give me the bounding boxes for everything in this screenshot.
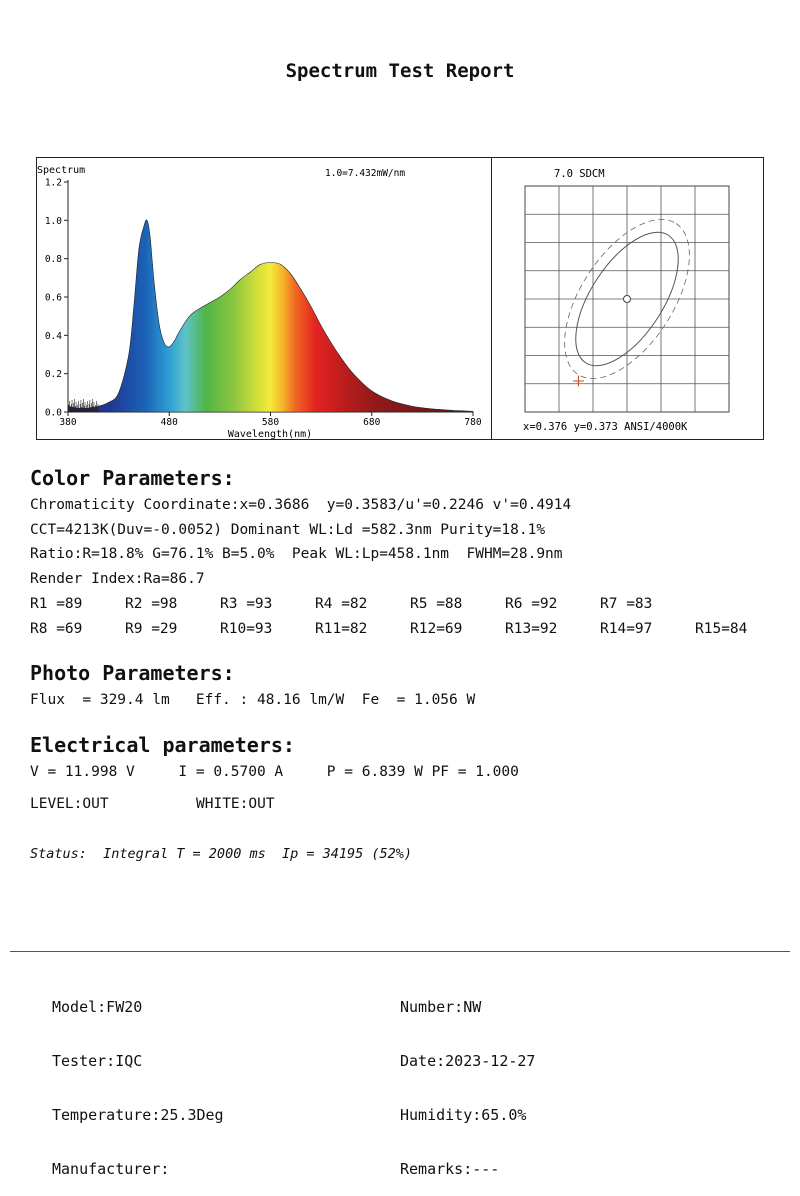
footer-date: Date:2023-12-27 <box>400 1052 536 1070</box>
y-tick-label: 0.2 <box>44 369 62 381</box>
x-tick-label: 380 <box>59 417 77 428</box>
render-index-value: R12=69 <box>410 621 463 637</box>
render-index-value: R13=92 <box>505 621 558 637</box>
sdcm-chart <box>492 157 764 440</box>
sdcm-title: 7.0 SDCM <box>554 168 605 180</box>
measured-point-marker <box>573 376 584 387</box>
status-line: Status: Integral T = 2000 ms Ip = 34195 (52%) <box>30 846 413 862</box>
photo-line: Flux = 329.4 lm Eff. : 48.16 lm/W Fe = 1.056 W <box>30 692 476 708</box>
render-index-value: R5 =88 <box>410 596 463 612</box>
x-axis-label: Wavelength(nm) <box>227 429 313 439</box>
footer-tester: Tester:IQC <box>52 1052 143 1070</box>
footer-model: Model:FW20 <box>52 998 143 1016</box>
footer-divider <box>10 951 790 952</box>
render-index-value: R15=84 <box>695 621 748 637</box>
render-index-value: R1 =89 <box>30 596 83 612</box>
render-index-value: R9 =29 <box>125 621 178 637</box>
render-index-value: R4 =82 <box>315 596 368 612</box>
sdcm-chart-svg <box>492 158 763 439</box>
white-value: WHITE:OUT <box>196 796 275 812</box>
render-index-line: Render Index:Ra=86.7 <box>30 571 205 587</box>
y-tick-label: 0.0 <box>44 407 62 419</box>
spectrum-chart <box>36 157 492 440</box>
spectrum-curve <box>68 220 473 412</box>
spectrum-title: Spectrum <box>37 165 86 176</box>
cct-line: CCT=4213K(Duv=-0.0052) Dominant WL:Ld =582.3nm Purity=18.1% <box>30 522 546 538</box>
footer-temperature: Temperature:25.3Deg <box>52 1106 224 1124</box>
x-tick-label: 680 <box>363 417 381 428</box>
render-index-value: R2 =98 <box>125 596 178 612</box>
ratio-line: Ratio:R=18.8% G=76.1% B=5.0% Peak WL:Lp=458.1nm FWHM=28.9nm <box>30 546 563 562</box>
y-tick-label: 0.6 <box>44 292 62 304</box>
render-index-value: R6 =92 <box>505 596 558 612</box>
x-tick-label: 580 <box>261 417 280 428</box>
footer-left <box>52 962 224 1196</box>
render-index-value: R7 =83 <box>600 596 653 612</box>
y-tick-label: 1.0 <box>44 215 62 227</box>
x-tick-label: 780 <box>464 417 482 428</box>
report-title: Spectrum Test Report <box>285 60 515 82</box>
footer-remarks: Remarks:--- <box>400 1160 500 1178</box>
render-index-value: R11=82 <box>315 621 368 637</box>
render-index-value: R10=93 <box>220 621 273 637</box>
spectrum-chart-svg <box>37 158 491 439</box>
y-tick-label: 0.8 <box>44 254 62 266</box>
y-tick-label: 1.2 <box>44 177 62 189</box>
color-parameters-heading: Color Parameters: <box>30 466 235 490</box>
x-tick-label: 480 <box>160 417 178 428</box>
chromaticity-line: Chromaticity Coordinate:x=0.3686 y=0.3583/u'=0.2246 v'=0.4914 <box>30 497 572 513</box>
sdcm-center-point <box>624 296 631 303</box>
level-value: LEVEL:OUT <box>30 796 109 812</box>
electrical-line: V = 11.998 V I = 0.5700 A P = 6.839 W PF = 1.000 <box>30 764 519 780</box>
footer-right <box>400 962 535 1196</box>
footer-manufacturer: Manufacturer: <box>52 1160 170 1178</box>
render-index-value: R3 =93 <box>220 596 273 612</box>
footer-number: Number:NW <box>400 998 482 1016</box>
photo-parameters-heading: Photo Parameters: <box>30 661 235 685</box>
electrical-parameters-heading: Electrical parameters: <box>30 733 295 757</box>
y-tick-label: 0.4 <box>44 330 62 342</box>
sdcm-label: x=0.376 y=0.373 ANSI/4000K <box>523 421 688 433</box>
spectrum-scale-note: 1.0=7.432mW/nm <box>325 168 406 179</box>
render-index-value: R14=97 <box>600 621 653 637</box>
render-index-value: R8 =69 <box>30 621 83 637</box>
footer-humidity: Humidity:65.0% <box>400 1106 527 1124</box>
